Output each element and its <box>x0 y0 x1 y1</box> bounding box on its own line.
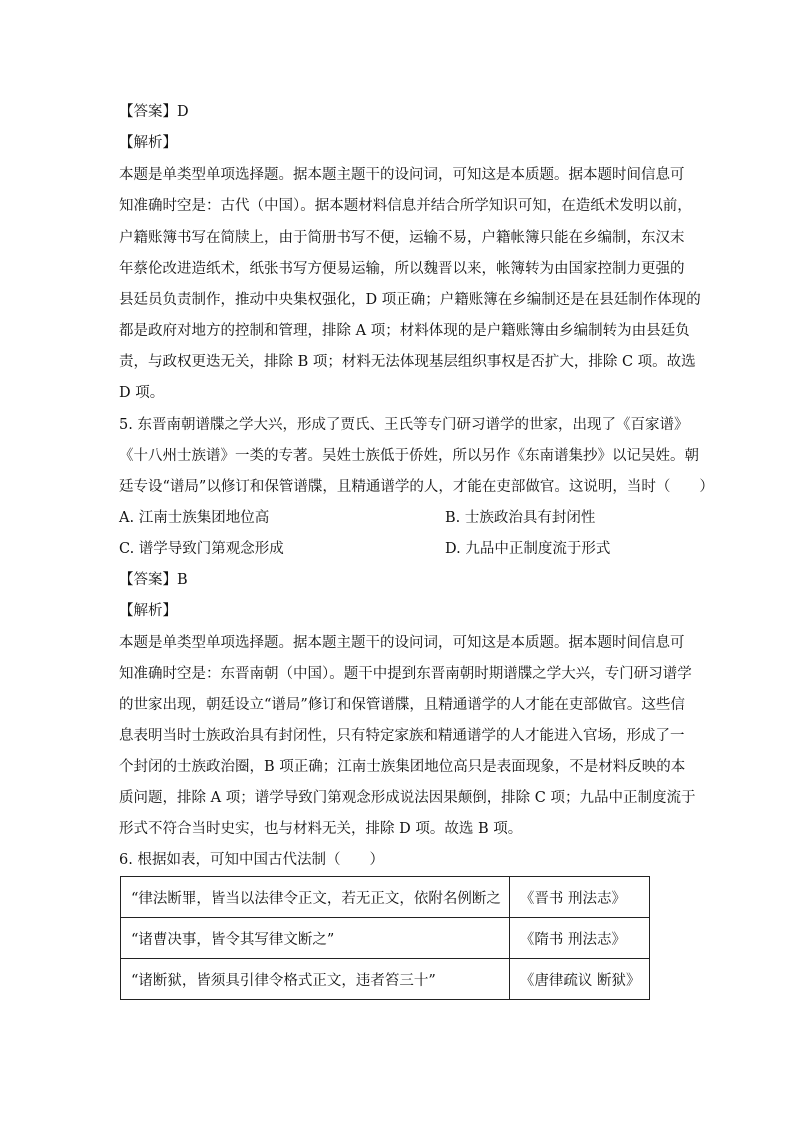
q4-analysis-line: 本题是单类型单项选择题。据本题主题干的设问词，可知这是本质题。据本题时间信息可 <box>119 167 685 183</box>
q4-analysis-line: 户籍账簿书写在简牍上，由于简册书写不便，运输不易，户籍帐簿只能在乡编制，东汉末 <box>119 230 685 246</box>
q5-option-a: A. 江南士族集团地位高 <box>119 510 270 526</box>
q5-analysis-line: 息表明当时士族政治具有封闭性，只有特定家族和精通谱学的人才能进入官场，形成了一 <box>119 728 685 744</box>
q4-analysis-line: D 项。 <box>119 385 165 401</box>
law-source-cell: 《晋书 刑法志》 <box>509 877 649 918</box>
q5-analysis-line: 形式不符合当时史实，也与材料无关，排除 D 项。故选 B 项。 <box>119 821 523 837</box>
q4-analysis-line: 都是政府对地方的控制和管理，排除 A 项；材料体现的是户籍账簿由乡编制转为由县廷负 <box>119 323 690 339</box>
q5-stem-line: 廷专设“谱局”以修订和保管谱牒，且精通谱学的人，才能在吏部做官。这说明，当时（ ） <box>119 479 714 495</box>
law-quote-cell: “律法断罪，皆当以法律令正文，若无正文，依附名例断之 <box>121 877 510 918</box>
law-quote-cell: “诸曹决事，皆令其写律文断之” <box>121 918 510 959</box>
q5-analysis-line: 本题是单类型单项选择题。据本题主题干的设问词，可知这是本质题。据本题时间信息可 <box>119 635 685 651</box>
q4-analysis-line: 县廷员负责制作，推动中央集权强化，D 项正确；户籍账簿在乡编制还是在县廷制作体现的 <box>119 292 701 308</box>
q6-stem: 6. 根据如表，可知中国古代法制（ ） <box>119 852 384 868</box>
q4-analysis-line: 责，与政权更迭无关，排除 B 项；材料无法体现基层组织事权是否扩大，排除 C 项。故选 <box>119 354 696 370</box>
law-quote-cell: “诸断狱，皆须具引律令格式正文，违者笞三十” <box>121 959 510 1000</box>
q4-analysis-line: 年蔡伦改进造纸术，纸张书写方便易运输，所以魏晋以来，帐簿转为由国家控制力更强的 <box>119 261 685 277</box>
q4-answer: 【答案】D <box>119 104 189 120</box>
q5-answer: 【答案】B <box>119 572 188 588</box>
q5-stem-line: 《十八州士族谱》一类的专著。吴姓士族低于侨姓，所以另作《东南谱集抄》以记吴姓。朝 <box>119 448 699 464</box>
q5-analysis-line: 质问题，排除 A 项；谱学导致门第观念形成说法因果颠倒，排除 C 项；九品中正制度流于 <box>119 790 696 806</box>
q5-option-d: D. 九品中正制度流于形式 <box>445 541 611 557</box>
law-source-table <box>120 876 650 1000</box>
table-row <box>121 959 650 1000</box>
q5-option-c: C. 谱学导致门第观念形成 <box>119 541 284 557</box>
q5-analysis-label: 【解析】 <box>119 603 177 619</box>
q5-analysis-line: 的世家出现，朝廷设立“谱局”修订和保管谱牒，且精通谱学的人才能在吏部做官。这些信 <box>119 697 685 713</box>
law-source-cell: 《隋书 刑法志》 <box>509 918 649 959</box>
q5-analysis-line: 知准确时空是：东晋南朝（中国）。题干中提到东晋南朝时期谱牒之学大兴，专门研习谱学 <box>119 666 692 682</box>
q4-analysis-label: 【解析】 <box>119 135 177 151</box>
table-row <box>121 877 650 918</box>
q5-option-b: B. 士族政治具有封闭性 <box>445 510 596 526</box>
q5-analysis-line: 个封闭的士族政治圈，B 项正确；江南士族集团地位高只是表面现象，不是材料反映的本 <box>119 759 686 775</box>
q5-stem-line: 5. 东晋南朝谱牒之学大兴，形成了贾氏、王氏等专门研习谱学的世家，出现了《百家谱》 <box>119 417 689 433</box>
table-row <box>121 918 650 959</box>
law-source-cell: 《唐律疏议 断狱》 <box>509 959 649 1000</box>
q4-analysis-line: 知准确时空是：古代（中国）。据本题材料信息并结合所学知识可知，在造纸术发明以前， <box>119 198 692 214</box>
